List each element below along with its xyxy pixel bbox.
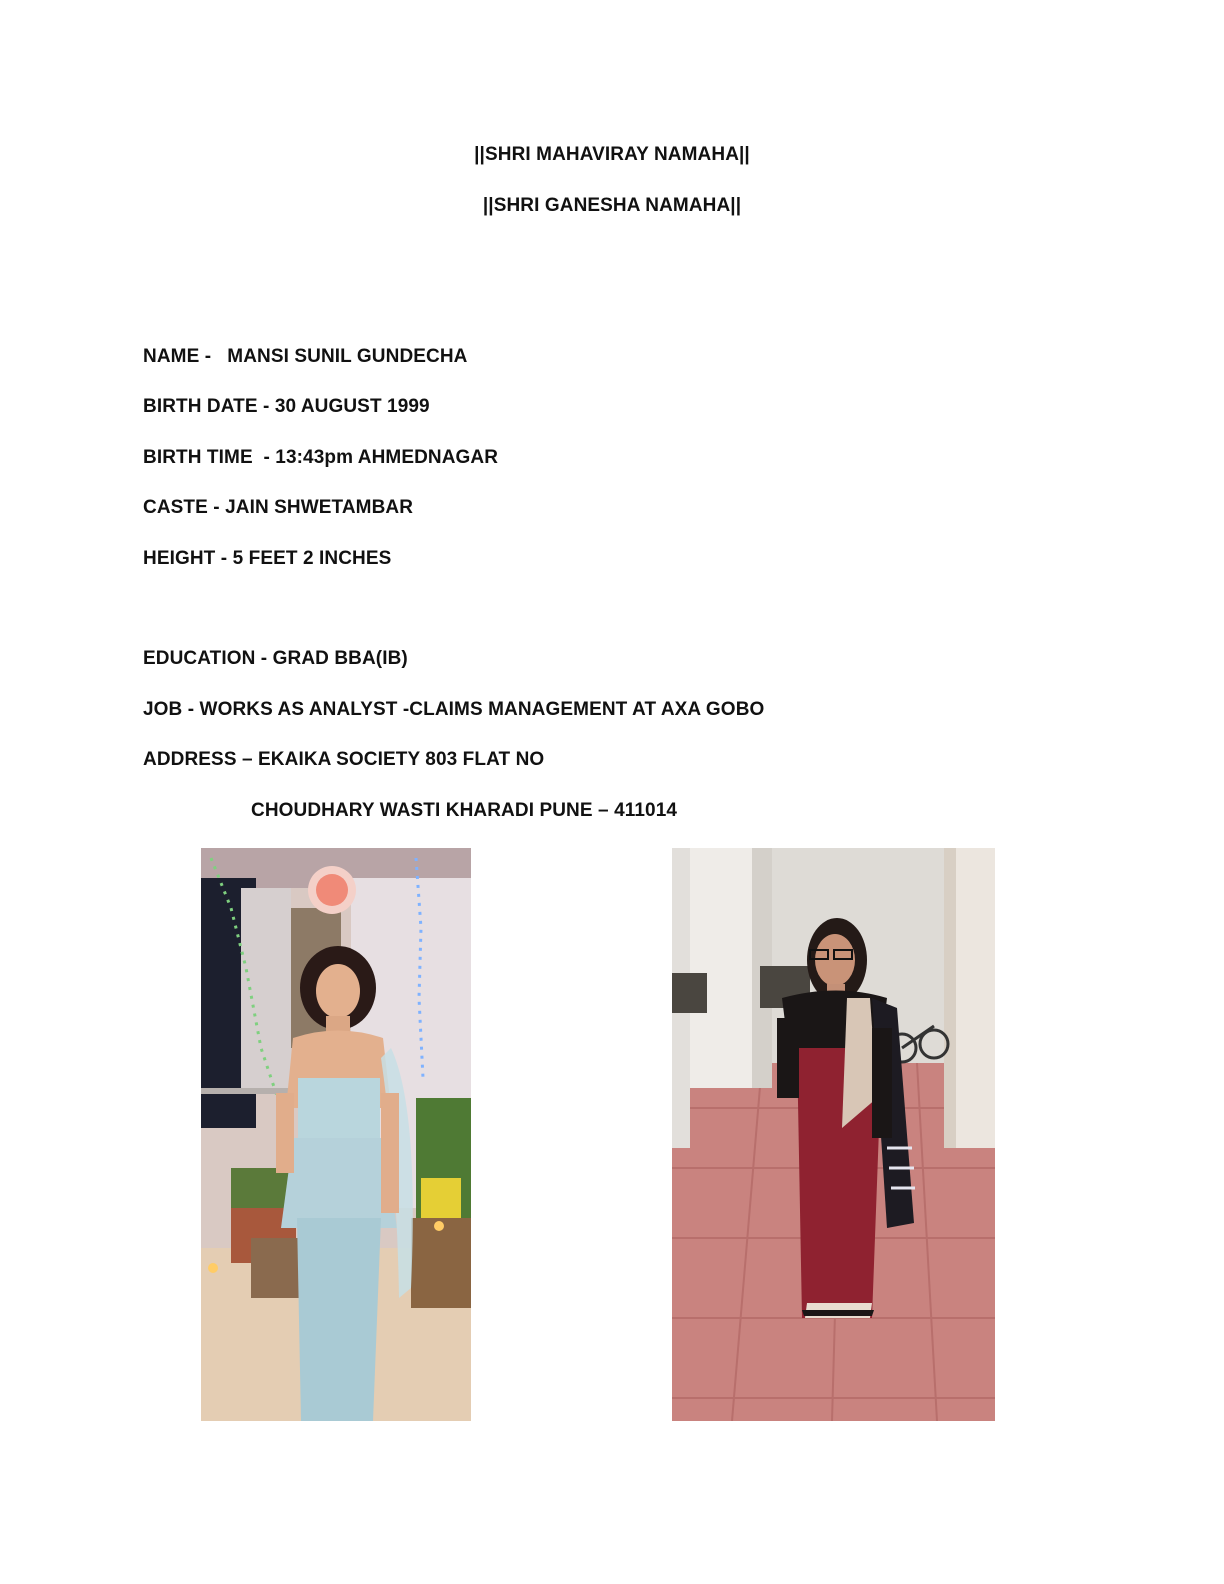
caste-line: CASTE - JAIN SHWETAMBAR: [143, 497, 414, 518]
invocation-mahaviray: ||SHRI MAHAVIRAY NAMAHA||: [474, 144, 750, 165]
height-line: HEIGHT - 5 FEET 2 INCHES: [143, 548, 392, 569]
address-line-2: CHOUDHARY WASTI KHARADI PUNE – 411014: [251, 800, 678, 821]
address-line-1: ADDRESS – EKAIKA SOCIETY 803 FLAT NO: [143, 749, 545, 770]
job-line: JOB - WORKS AS ANALYST -CLAIMS MANAGEMENT AT AXA GOBO: [143, 699, 765, 720]
name-line: NAME - MANSI SUNIL GUNDECHA: [143, 346, 468, 367]
birth-time-line: BIRTH TIME - 13:43pm AHMEDNAGAR: [143, 447, 499, 468]
invocation-ganesha: ||SHRI GANESHA NAMAHA||: [482, 195, 742, 216]
photo-left-image: [201, 848, 471, 1421]
photo-right-image: [672, 848, 995, 1421]
education-line: EDUCATION - GRAD BBA(IB): [143, 648, 408, 669]
birth-date-line: BIRTH DATE - 30 AUGUST 1999: [143, 396, 430, 417]
photo-right: [672, 848, 995, 1421]
photo-left: [201, 848, 471, 1421]
